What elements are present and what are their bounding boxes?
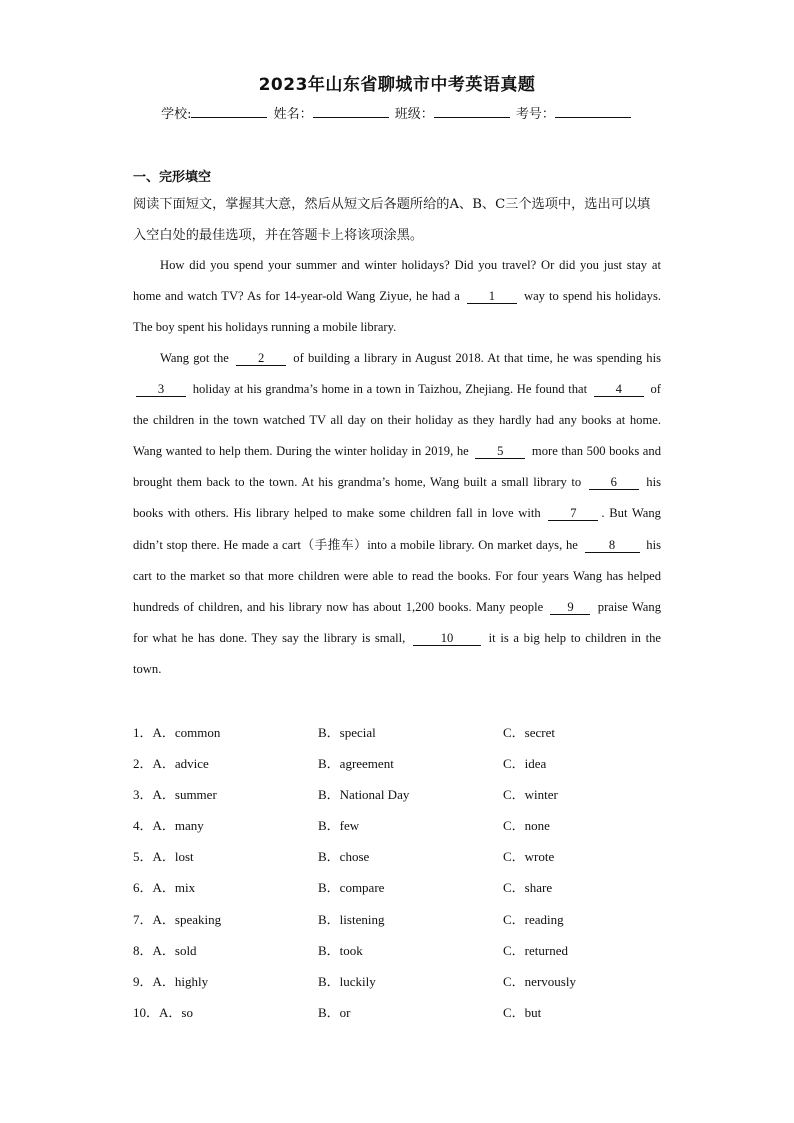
option-a: 4．A．many — [133, 818, 204, 834]
school-blank — [191, 104, 267, 118]
gap-9: 9 — [550, 600, 590, 615]
question-row-9 — [133, 966, 673, 997]
gap-10: 10 — [413, 631, 481, 646]
option-b: B．few — [318, 818, 360, 834]
passage-text: of building a library in August 2018. At that time, he was spending his — [293, 351, 662, 365]
passage-text: How did you spend your summer and winter holidays? Did you travel? Or did you just stay at home and watch TV? As for 14-year-old Wang Ziyue, he had a — [133, 258, 661, 304]
option-b: B．special — [318, 725, 376, 740]
school-label: 学校: — [161, 107, 192, 122]
option-a: 1．A．common — [133, 725, 221, 740]
passage-text: his cart to the market so that more children were able to read the books. For four years Wang has helped hundreds of children, and his library now has about 1,200 books. Many people — [133, 537, 661, 614]
passage-text: . But Wang didn’t stop there. He made a cart（手推车）into a mobile library. On market days, he — [133, 506, 661, 552]
question-row-1 — [133, 717, 673, 748]
instructions: 阅读下面短文，掌握其大意，然后从短文后各题所给的A、B、C三个选项中，选出可以填入空白处的最佳选项，并在答题卡上将该项涂黑。 — [133, 197, 651, 243]
passage-paragraph-2 — [133, 343, 661, 685]
option-b: B．compare — [318, 880, 385, 896]
option-a: 8．A．sold — [133, 942, 197, 958]
section-heading: 一、完形填空 — [133, 170, 212, 185]
gap-6: 6 — [589, 475, 639, 490]
option-c: C．none — [503, 818, 550, 834]
exam-number-blank — [555, 104, 631, 118]
option-b: B．took — [318, 942, 363, 958]
option-b: B．luckily — [318, 973, 376, 989]
passage-text: holiday at his grandma’s home in a town in Taizhou, Zhejiang. He found that — [192, 382, 588, 397]
gap-2: 2 — [236, 351, 286, 366]
page-title: 2023年山东省聊城市中考英语真题 — [258, 75, 536, 95]
question-row-3 — [133, 779, 673, 810]
option-c: C．share — [503, 880, 553, 896]
gap-1: 1 — [467, 289, 517, 304]
option-b: B．or — [318, 1004, 351, 1020]
question-row-4 — [133, 810, 673, 841]
option-b: B．agreement — [318, 756, 394, 772]
question-row-5 — [133, 841, 673, 872]
class-label: 班级： — [394, 107, 434, 122]
option-a: 6．A．mix — [133, 880, 196, 896]
gap-7: 7 — [548, 506, 598, 521]
option-c: C．reading — [503, 911, 564, 927]
passage-text: of the children in the town watched TV all day on their holiday as they hardly had any books at home. Wang wanted to help them. During the winter holiday in 2019, he — [133, 382, 661, 459]
option-c: C．nervously — [503, 973, 576, 989]
option-a: 2．A．advice — [133, 756, 209, 772]
exam-number-label: 考号： — [515, 107, 555, 122]
option-b: B．listening — [318, 911, 385, 927]
passage-text: Wang got the — [160, 351, 229, 365]
passage-text: more than 500 books and brought them back to the town. At his grandma’s home, Wang built a small library to — [133, 444, 661, 490]
option-c: C．but — [503, 1004, 542, 1020]
passage-text: praise Wang for what he has done. They say the library is small, — [133, 599, 661, 645]
option-b: B．National Day — [318, 787, 410, 803]
option-c: C．wrote — [503, 849, 555, 865]
option-a: 9．A．highly — [133, 973, 209, 989]
option-a: 5．A．lost — [133, 849, 194, 865]
option-b: B．chose — [318, 849, 370, 865]
class-blank — [434, 104, 510, 118]
gap-5: 5 — [475, 444, 525, 459]
question-row-10 — [133, 997, 673, 1028]
gap-4: 4 — [594, 382, 644, 397]
question-row-6 — [133, 872, 673, 903]
passage-text: it is a big help to children in the town. — [133, 630, 661, 676]
question-row-8 — [133, 935, 673, 966]
option-a: 3．A．summer — [133, 787, 217, 803]
gap-3: 3 — [136, 382, 186, 397]
gap-8: 8 — [585, 538, 640, 553]
answer-options — [133, 717, 673, 1028]
option-c: C．returned — [503, 942, 568, 958]
passage-text: his books with others. His library helped to make some children fall in love with — [133, 475, 661, 521]
name-label: 姓名： — [273, 107, 313, 122]
option-c: C．idea — [503, 756, 547, 772]
question-row-7 — [133, 904, 673, 935]
option-c: C．secret — [503, 725, 555, 740]
option-a: 7．A．speaking — [133, 911, 222, 927]
question-row-2 — [133, 748, 673, 779]
option-c: C．winter — [503, 787, 558, 803]
passage-text: way to spend his holidays. The boy spent his holidays running a mobile library. — [133, 289, 661, 335]
student-info-line — [0, 103, 794, 122]
passage-paragraph-1 — [133, 250, 661, 343]
option-a: 10．A．so — [133, 1004, 193, 1020]
name-blank — [313, 104, 389, 118]
